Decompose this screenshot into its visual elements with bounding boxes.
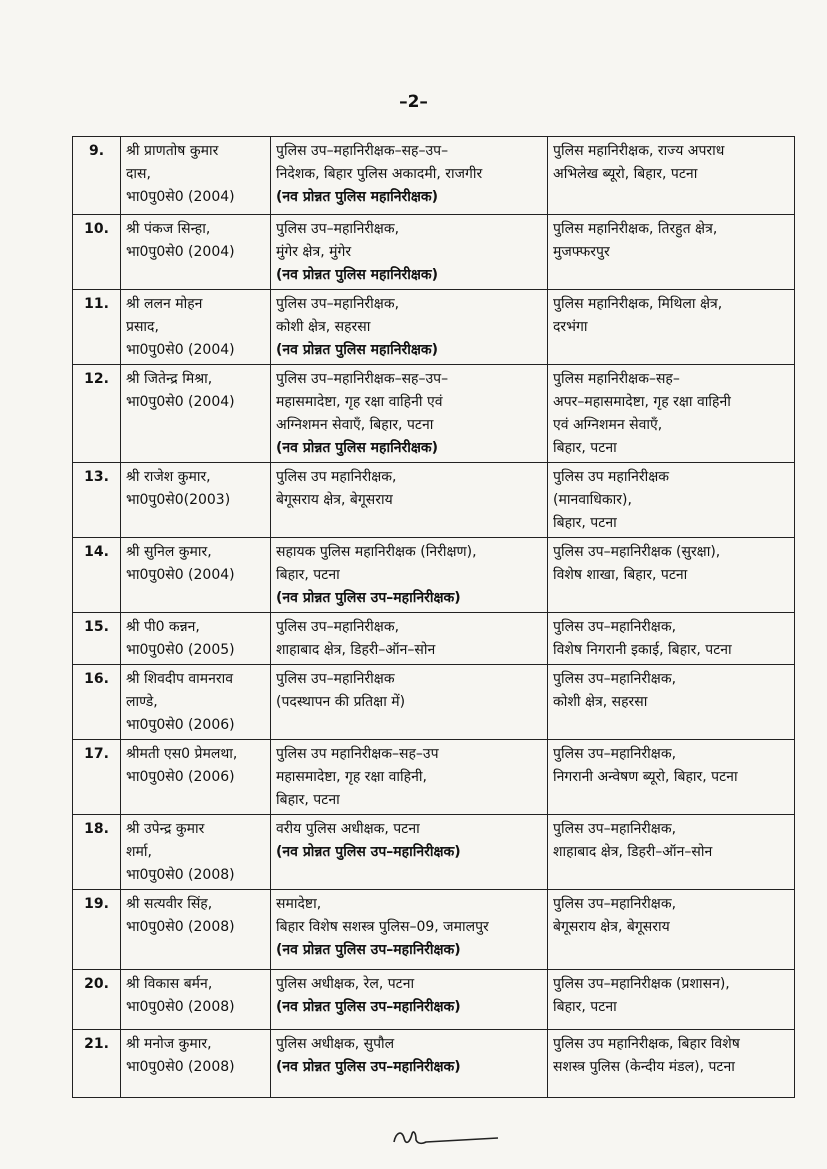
current-posting	[271, 215, 548, 290]
new-posting-line: पुलिस उप महानिरीक्षक	[553, 469, 670, 485]
current-posting	[271, 137, 548, 215]
serial-number: 13.	[73, 463, 121, 538]
current-posting-line: बिहार, पटना	[276, 792, 340, 808]
promotion-note: (नव प्रोन्नत पुलिस उप–महानिरीक्षक)	[276, 590, 461, 606]
new-posting-line: पुलिस उप–महानिरीक्षक,	[553, 821, 677, 837]
officer-name-line: भा0पु0से0 (2008)	[126, 1059, 235, 1075]
new-posting-line: अपर–महासमादेष्टा, गृह रक्षा वाहिनी	[553, 394, 731, 410]
new-posting-line: दरभंगा	[553, 319, 588, 335]
page-number: –2–	[399, 92, 428, 112]
serial-number: 9.	[73, 137, 121, 215]
new-posting-line: पुलिस महानिरीक्षक–सह–	[553, 371, 680, 387]
officer-name	[121, 740, 271, 815]
officer-name-line: भा0पु0से0 (2004)	[126, 394, 235, 410]
table-row	[73, 538, 795, 613]
current-posting-line: पुलिस अधीक्षक, रेल, पटना	[276, 976, 415, 992]
new-posting-line: बिहार, पटना	[553, 999, 617, 1015]
officer-name-line: भा0पु0से0 (2008)	[126, 867, 235, 883]
serial-number: 15.	[73, 613, 121, 665]
new-posting	[548, 665, 795, 740]
new-posting-line: एवं अग्निशमन सेवाएँ,	[553, 417, 663, 433]
current-posting-line: पुलिस उप–महानिरीक्षक,	[276, 221, 400, 237]
officer-name-line: भा0पु0से0 (2005)	[126, 642, 235, 658]
officer-name	[121, 970, 271, 1030]
current-posting-line: पुलिस उप महानिरीक्षक,	[276, 469, 397, 485]
new-posting-line: पुलिस महानिरीक्षक, राज्य अपराध	[553, 143, 725, 159]
officer-name-line: प्रसाद,	[126, 319, 159, 335]
serial-number: 19.	[73, 890, 121, 970]
new-posting-line: पुलिस उप–महानिरीक्षक (सुरक्षा),	[553, 544, 721, 560]
new-posting-line: सशस्त्र पुलिस (केन्दीय मंडल), पटना	[553, 1059, 735, 1075]
current-posting	[271, 365, 548, 463]
current-posting	[271, 613, 548, 665]
current-posting-line: समादेष्टा,	[276, 896, 322, 912]
serial-number: 20.	[73, 970, 121, 1030]
new-posting	[548, 1030, 795, 1098]
officer-name	[121, 665, 271, 740]
new-posting-line: अभिलेख ब्यूरो, बिहार, पटना	[553, 166, 698, 182]
officer-name-line: श्री जितेन्द्र मिश्रा,	[126, 371, 213, 387]
promotion-note: (नव प्रोन्नत पुलिस उप–महानिरीक्षक)	[276, 999, 461, 1015]
current-posting-line: महासमादेष्टा, गृह रक्षा वाहिनी एवं	[276, 394, 443, 410]
new-posting	[548, 365, 795, 463]
promotion-note: (नव प्रोन्नत पुलिस उप–महानिरीक्षक)	[276, 942, 461, 958]
officer-name-line: श्री विकास बर्मन,	[126, 976, 213, 992]
promotion-note: (नव प्रोन्नत पुलिस उप–महानिरीक्षक)	[276, 1059, 461, 1075]
new-posting-line: पुलिस महानिरीक्षक, मिथिला क्षेत्र,	[553, 296, 723, 312]
new-posting	[548, 815, 795, 890]
new-posting-line: (मानवाधिकार),	[553, 492, 632, 508]
officer-name-line: लाण्डे,	[126, 694, 158, 710]
officer-name-line: श्री ललन मोहन	[126, 296, 203, 312]
new-posting-line: बिहार, पटना	[553, 515, 617, 531]
current-posting-line: (पदस्थापन की प्रतिक्षा में)	[276, 694, 406, 710]
current-posting	[271, 538, 548, 613]
new-posting-line: पुलिस उप–महानिरीक्षक (प्रशासन),	[553, 976, 730, 992]
new-posting	[548, 970, 795, 1030]
officer-name-line: भा0पु0से0 (2006)	[126, 769, 235, 785]
table-row	[73, 970, 795, 1030]
officer-name-line: श्री मनोज कुमार,	[126, 1036, 212, 1052]
table-row	[73, 890, 795, 970]
table-row	[73, 740, 795, 815]
signature-mark	[380, 1122, 500, 1152]
current-posting-line: बिहार विशेष सशस्त्र पुलिस–09, जमालपुर	[276, 919, 489, 935]
postings-table-body	[73, 137, 795, 1098]
officer-name-line: भा0पु0से0 (2008)	[126, 999, 235, 1015]
officer-name-line: श्री सुनिल कुमार,	[126, 544, 212, 560]
current-posting	[271, 290, 548, 365]
officer-name-line: श्रीमती एस0 प्रेमलथा,	[126, 746, 238, 762]
officer-name	[121, 137, 271, 215]
officer-name-line: भा0पु0से0 (2004)	[126, 189, 235, 205]
table-row	[73, 613, 795, 665]
officer-name-line: श्री राजेश कुमार,	[126, 469, 211, 485]
new-posting-line: मुजफ्फरपुर	[553, 244, 610, 260]
officer-name-line: भा0पु0से0(2003)	[126, 492, 231, 508]
officer-name	[121, 1030, 271, 1098]
current-posting	[271, 890, 548, 970]
officer-name	[121, 365, 271, 463]
officer-name	[121, 215, 271, 290]
officer-name-line: श्री प्राणतोष कुमार	[126, 143, 219, 159]
new-posting-line: पुलिस उप–महानिरीक्षक,	[553, 671, 677, 687]
new-posting-line: पुलिस उप–महानिरीक्षक,	[553, 619, 677, 635]
current-posting-line: अग्निशमन सेवाएँ, बिहार, पटना	[276, 417, 434, 433]
serial-number: 11.	[73, 290, 121, 365]
new-posting-line: पुलिस महानिरीक्षक, तिरहुत क्षेत्र,	[553, 221, 718, 237]
table-row	[73, 665, 795, 740]
officer-name	[121, 613, 271, 665]
officer-name-line: भा0पु0से0 (2004)	[126, 342, 235, 358]
new-posting	[548, 890, 795, 970]
officer-name-line: भा0पु0से0 (2004)	[126, 244, 235, 260]
current-posting	[271, 740, 548, 815]
current-posting-line: बिहार, पटना	[276, 567, 340, 583]
new-posting	[548, 463, 795, 538]
current-posting-line: सहायक पुलिस महानिरीक्षक (निरीक्षण),	[276, 544, 477, 560]
serial-number: 12.	[73, 365, 121, 463]
officer-name-line: भा0पु0से0 (2008)	[126, 919, 235, 935]
current-posting-line: पुलिस उप–महानिरीक्षक,	[276, 296, 400, 312]
table-row	[73, 1030, 795, 1098]
current-posting-line: वरीय पुलिस अधीक्षक, पटना	[276, 821, 420, 837]
serial-number: 16.	[73, 665, 121, 740]
officer-name-line: शर्मा,	[126, 844, 152, 860]
new-posting	[548, 215, 795, 290]
current-posting-line: पुलिस उप–महानिरीक्षक–सह–उप–	[276, 143, 449, 159]
promotion-note: (नव प्रोन्नत पुलिस उप–महानिरीक्षक)	[276, 844, 461, 860]
new-posting	[548, 538, 795, 613]
officer-name-line: श्री पी0 कन्नन,	[126, 619, 200, 635]
serial-number: 10.	[73, 215, 121, 290]
officer-name-line: श्री उपेन्द्र कुमार	[126, 821, 205, 837]
promotion-note: (नव प्रोन्नत पुलिस महानिरीक्षक)	[276, 342, 439, 358]
current-posting	[271, 665, 548, 740]
new-posting-line: पुलिस उप महानिरीक्षक, बिहार विशेष	[553, 1036, 740, 1052]
promotion-note: (नव प्रोन्नत पुलिस महानिरीक्षक)	[276, 440, 439, 456]
current-posting-line: कोशी क्षेत्र, सहरसा	[276, 319, 371, 335]
officer-name	[121, 290, 271, 365]
postings-table	[72, 136, 795, 1098]
officer-name-line: श्री पंकज सिन्हा,	[126, 221, 211, 237]
serial-number: 14.	[73, 538, 121, 613]
current-posting-line: पुलिस उप–महानिरीक्षक,	[276, 619, 400, 635]
new-posting-line: विशेष शाखा, बिहार, पटना	[553, 567, 688, 583]
serial-number: 18.	[73, 815, 121, 890]
new-posting-line: बिहार, पटना	[553, 440, 617, 456]
current-posting-line: पुलिस उप–महानिरीक्षक–सह–उप–	[276, 371, 449, 387]
new-posting	[548, 613, 795, 665]
new-posting	[548, 290, 795, 365]
officer-name-line: दास,	[126, 166, 151, 182]
officer-name	[121, 890, 271, 970]
officer-name-line: श्री सत्यवीर सिंह,	[126, 896, 213, 912]
current-posting	[271, 970, 548, 1030]
current-posting	[271, 815, 548, 890]
current-posting-line: पुलिस अधीक्षक, सुपौल	[276, 1036, 395, 1052]
table-row	[73, 215, 795, 290]
officer-name	[121, 538, 271, 613]
officer-name-line: भा0पु0से0 (2004)	[126, 567, 235, 583]
table-row	[73, 365, 795, 463]
current-posting	[271, 463, 548, 538]
new-posting-line: पुलिस उप–महानिरीक्षक,	[553, 896, 677, 912]
promotion-note: (नव प्रोन्नत पुलिस महानिरीक्षक)	[276, 189, 439, 205]
new-posting-line: निगरानी अन्वेषण ब्यूरो, बिहार, पटना	[553, 769, 738, 785]
new-posting	[548, 740, 795, 815]
current-posting-line: महासमादेष्टा, गृह रक्षा वाहिनी,	[276, 769, 427, 785]
current-posting-line: मुंगेर क्षेत्र, मुंगेर	[276, 244, 352, 260]
current-posting-line: निदेशक, बिहार पुलिस अकादमी, राजगीर	[276, 166, 483, 182]
new-posting	[548, 137, 795, 215]
serial-number: 17.	[73, 740, 121, 815]
current-posting-line: पुलिस उप महानिरीक्षक–सह–उप	[276, 746, 439, 762]
table-row	[73, 137, 795, 215]
current-posting-line: पुलिस उप–महानिरीक्षक	[276, 671, 395, 687]
current-posting-line: बेगूसराय क्षेत्र, बेगूसराय	[276, 492, 393, 508]
new-posting-line: कोशी क्षेत्र, सहरसा	[553, 694, 648, 710]
officer-name-line: भा0पु0से0 (2006)	[126, 717, 235, 733]
serial-number: 21.	[73, 1030, 121, 1098]
table-row	[73, 463, 795, 538]
new-posting-line: विशेष निगरानी इकाई, बिहार, पटना	[553, 642, 732, 658]
new-posting-line: बेगूसराय क्षेत्र, बेगूसराय	[553, 919, 670, 935]
new-posting-line: शाहाबाद क्षेत्र, डिहरी–ऑन–सोन	[553, 844, 713, 860]
current-posting-line: शाहाबाद क्षेत्र, डिहरी–ऑन–सोन	[276, 642, 436, 658]
officer-name	[121, 815, 271, 890]
new-posting-line: पुलिस उप–महानिरीक्षक,	[553, 746, 677, 762]
promotion-note: (नव प्रोन्नत पुलिस महानिरीक्षक)	[276, 267, 439, 283]
current-posting	[271, 1030, 548, 1098]
officer-name-line: श्री शिवदीप वामनराव	[126, 671, 234, 687]
table-row	[73, 815, 795, 890]
table-row	[73, 290, 795, 365]
officer-name	[121, 463, 271, 538]
